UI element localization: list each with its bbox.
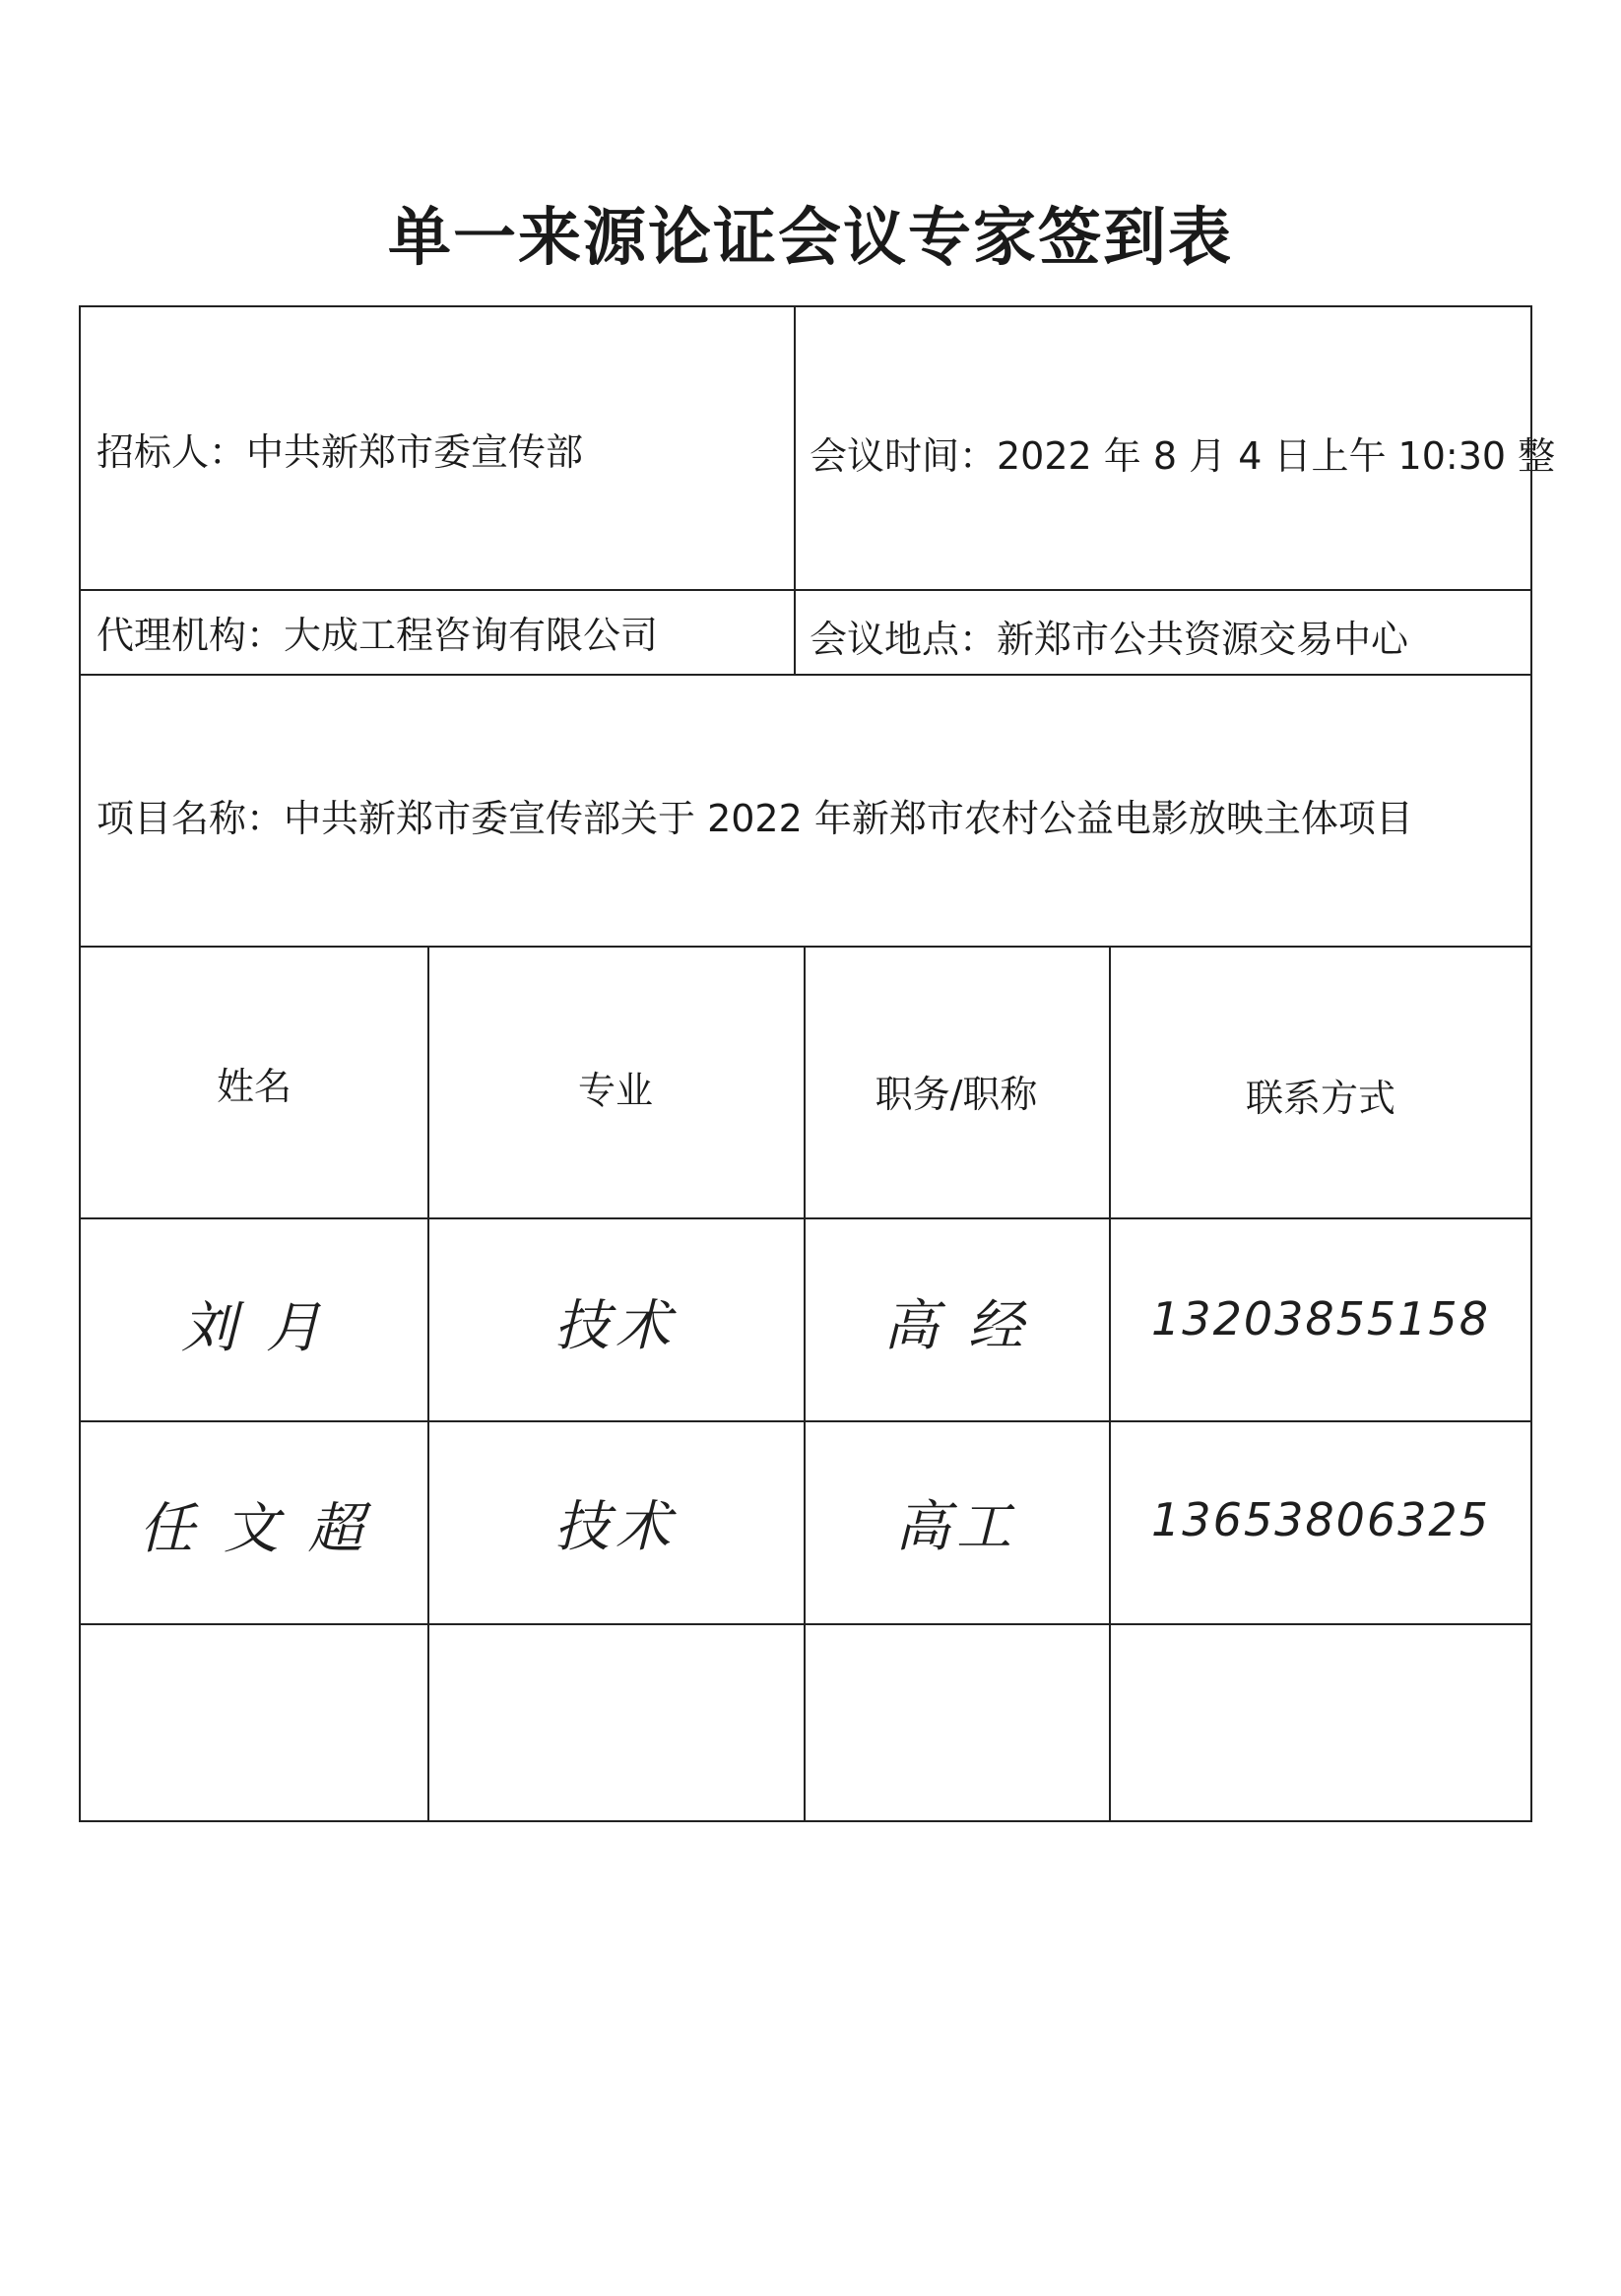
row-divider [81,1420,1532,1422]
table-cell-contact: 13203855158 [1151,1292,1490,1345]
meeting-time-field: 会议时间：2022 年 8 月 4 日上午 10:30 整 [810,434,1556,478]
row-divider [81,946,1532,948]
row-divider [81,674,1532,676]
row-divider [81,1217,1532,1219]
header-name: 姓名 [216,1065,292,1108]
page-title: 单一来源论证会议专家签到表 [388,202,1233,275]
header-title: 职务/职称 [875,1073,1038,1116]
table-cell-title: 高 经 [883,1294,1029,1358]
header-major: 专业 [577,1069,653,1112]
table-cell-title: 高工 [895,1495,1017,1559]
project-name-field: 项目名称：中共新郑市委宣传部关于 2022 年新郑市农村公益电影放映主体项目 [97,797,1413,840]
row-divider [81,589,1532,591]
info-divider [794,307,796,674]
table-cell-major: 技术 [554,1294,677,1358]
header-contact: 联系方式 [1245,1077,1395,1120]
agency-field: 代理机构：大成工程咨询有限公司 [97,614,659,657]
row-divider [81,1623,1532,1625]
signature-name: 刘 月 [181,1296,327,1360]
table-cell-major: 技术 [554,1495,677,1559]
sign-in-form [79,305,1556,1822]
table-cell-contact: 13653806325 [1151,1493,1490,1546]
bidder-field: 招标人：中共新郑市委宣传部 [97,430,584,474]
signature-name: 任 文 超 [139,1497,369,1561]
meeting-place-field: 会议地点：新郑市公共资源交易中心 [810,618,1409,661]
